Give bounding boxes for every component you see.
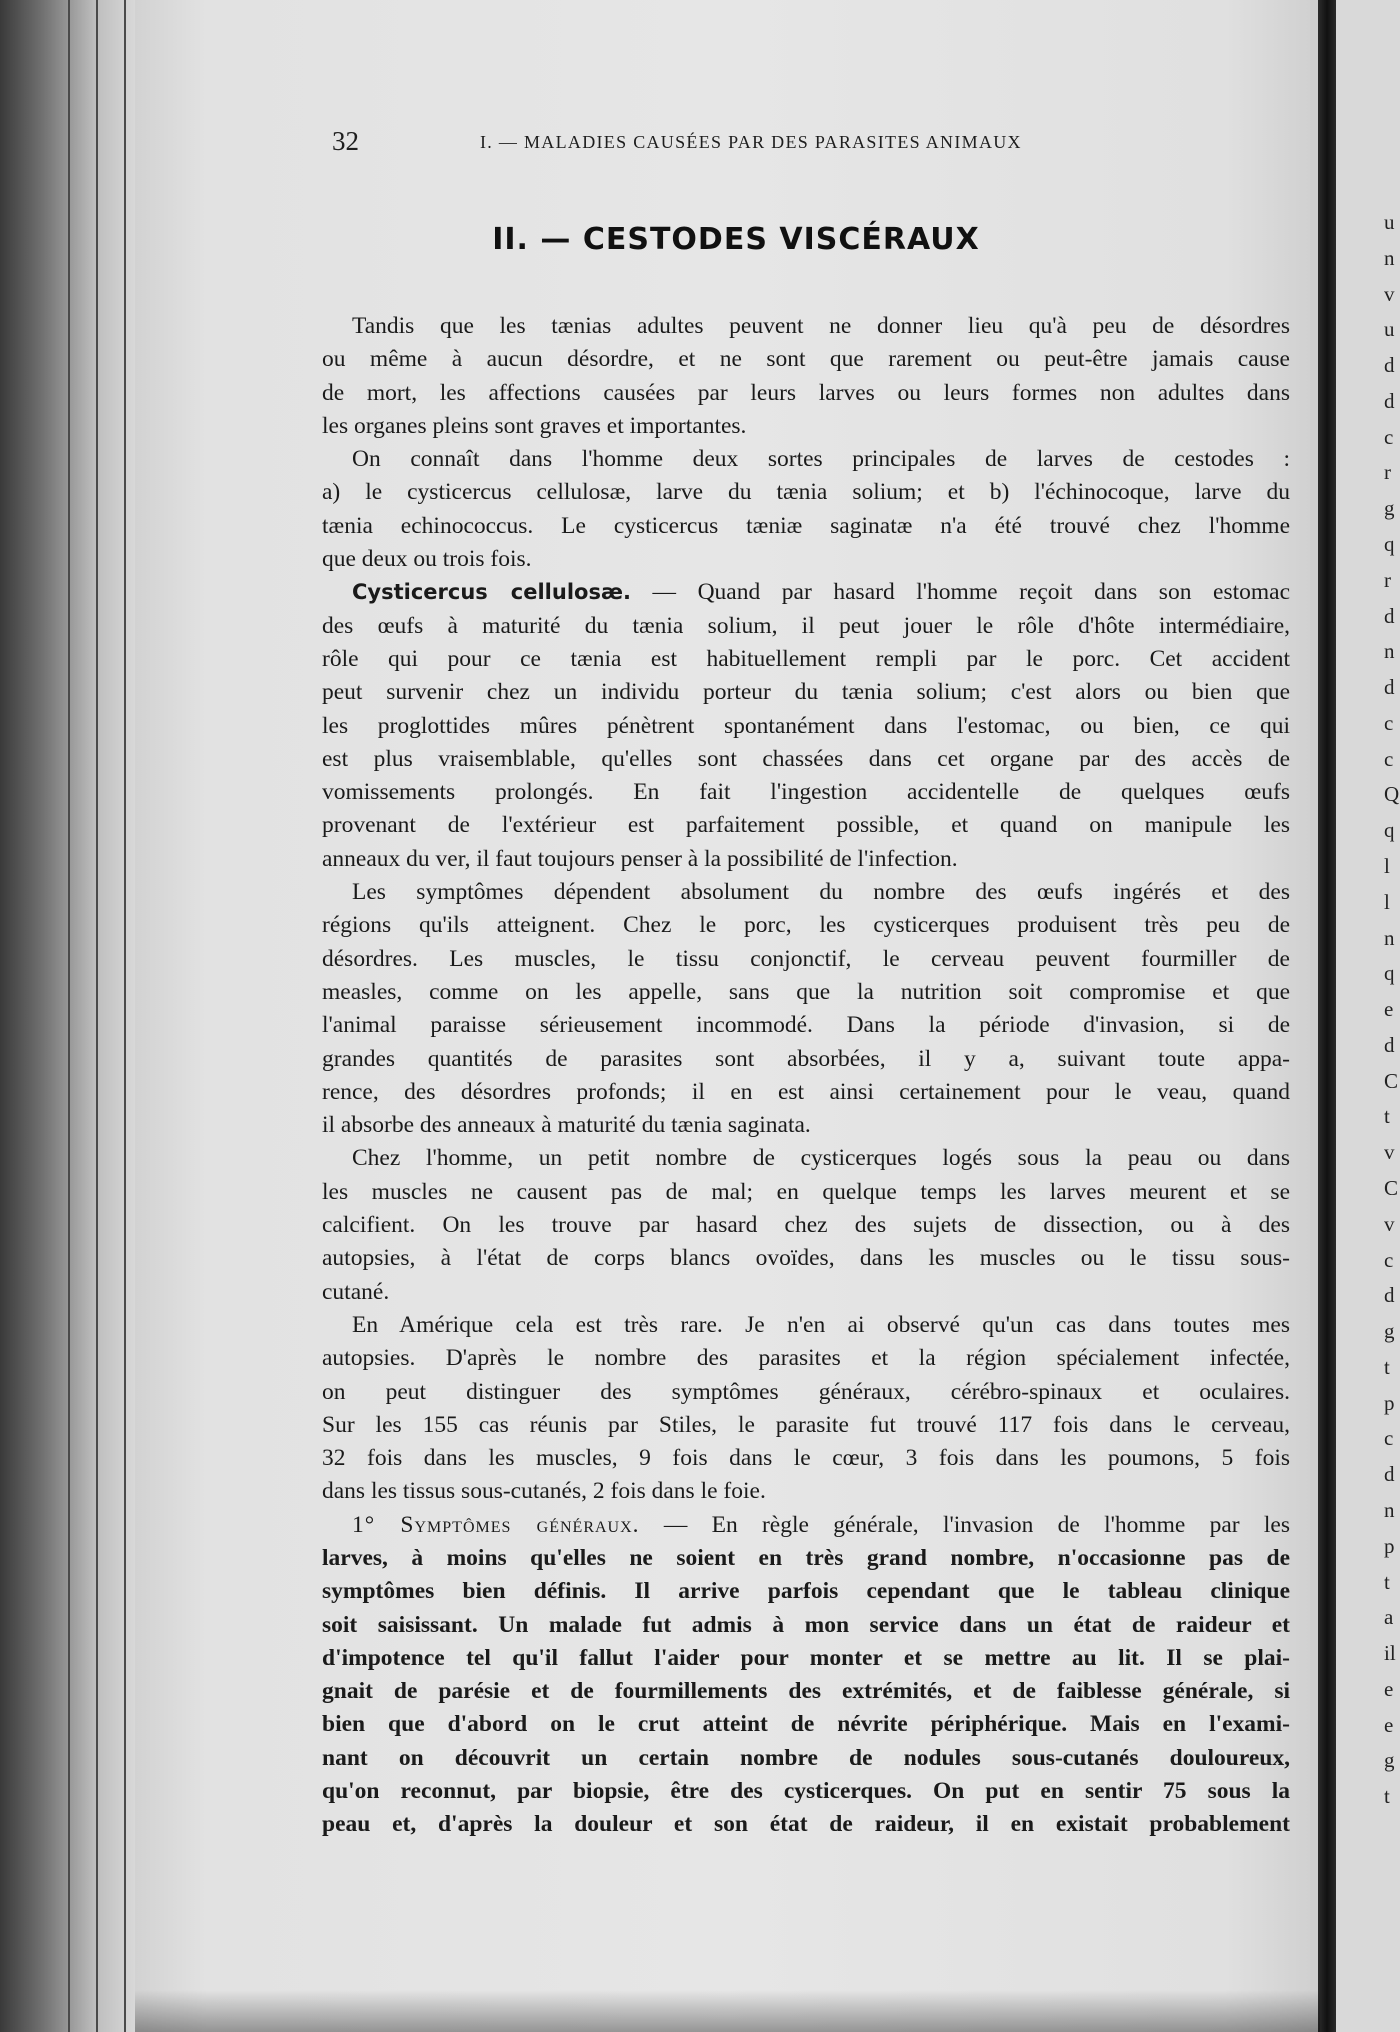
text-line: on peut distinguer des symptômes généraux, cérébro-spinaux et oculaires. bbox=[322, 1378, 1290, 1405]
next-page-fragment: d bbox=[1384, 353, 1395, 378]
text-line: que deux ou trois fois. bbox=[322, 546, 532, 573]
text-line bbox=[322, 1842, 1290, 1875]
text-line: Les symptômes dépendent absolument du nombre des œufs ingérés et des bbox=[352, 879, 1290, 906]
next-page-fragment: e bbox=[1384, 997, 1394, 1022]
page-number: 32 bbox=[332, 126, 359, 156]
text-line: measles, comme on les appelle, sans que la nutrition soit compromise et que bbox=[322, 978, 1290, 1005]
text-line: peut survenir chez un individu porteur du tænia solium; c'est alors ou bien que bbox=[322, 679, 1290, 706]
next-page-fragment: l bbox=[1384, 889, 1390, 914]
text-line: anneaux du ver, il faut toujours penser à la possibilité de l'infection. bbox=[322, 845, 958, 872]
text-line: cutané. bbox=[322, 1278, 390, 1305]
text-line: de mort, les affections causées par leurs larves ou leurs formes non adultes dans bbox=[322, 379, 1290, 406]
text-line: nant on découvrit un certain nombre de nodules sous-cutanés douloureux, bbox=[322, 1744, 1290, 1771]
text-line: — En règle générale, l'invasion de l'homme par les bbox=[663, 1511, 1290, 1538]
text-line: ou même à aucun désordre, et ne sont que rarement ou peut-être jamais cause bbox=[322, 346, 1290, 373]
bottom-shadow bbox=[135, 1990, 1320, 2032]
subhead-cysticercus: Cysticercus cellulosæ. bbox=[352, 580, 631, 605]
next-page-fragment: t bbox=[1384, 1569, 1390, 1594]
next-page-fragment: q bbox=[1384, 961, 1395, 986]
next-page-fragment: g bbox=[1384, 496, 1395, 521]
text-line: soit saisissant. Un malade fut admis à mon service dans un état de raideur et bbox=[322, 1611, 1290, 1638]
next-page-edge bbox=[1336, 0, 1400, 2032]
next-page-fragment: c bbox=[1384, 424, 1394, 449]
next-page-fragment: g bbox=[1384, 1748, 1395, 1773]
text-line: 32 fois dans les muscles, 9 fois dans le cœur, 3 fois dans les poumons, 5 fois bbox=[322, 1445, 1290, 1472]
text-line: provenant de l'extérieur est parfaitement possible, et quand on manipule les bbox=[322, 812, 1290, 839]
text-line: désordres. Les muscles, le tissu conjonctif, le cerveau peuvent fourmiller de bbox=[322, 945, 1290, 972]
text-line: les organes pleins sont graves et importantes. bbox=[322, 412, 747, 439]
next-page-fragment: t bbox=[1384, 1354, 1390, 1379]
next-page-fragment: v bbox=[1384, 1211, 1395, 1236]
running-head-text: I. — MALADIES CAUSÉES PAR DES PARASITES ANIMAUX bbox=[480, 132, 1022, 152]
text-line: peau et, d'après la douleur et son état de raideur, il en existait probablement bbox=[322, 1811, 1290, 1838]
next-page-fragment: n bbox=[1384, 639, 1395, 664]
text-line: rôle qui pour ce tænia est habituellement rempli par le porc. Cet accident bbox=[322, 645, 1290, 672]
next-page-fragment: u bbox=[1384, 210, 1395, 234]
text-line-with-subhead bbox=[322, 576, 1290, 609]
subhead-symptomes: 1° Symptômes généraux. bbox=[352, 1511, 640, 1538]
next-page-fragment: e bbox=[1384, 1712, 1394, 1737]
next-page-fragment: c bbox=[1384, 1426, 1394, 1451]
text-line: rence, des désordres profonds; il en est ainsi certainement pour le veau, quand bbox=[322, 1078, 1290, 1105]
next-page-fragment: d bbox=[1384, 1032, 1395, 1057]
text-line: On connaît dans l'homme deux sortes principales de larves de cestodes : bbox=[352, 446, 1290, 473]
text-line: l'animal paraisse sérieusement incommodé. Dans la période d'invasion, si de bbox=[322, 1012, 1290, 1039]
next-page-fragment: d bbox=[1384, 675, 1395, 700]
next-page-fragment: p bbox=[1384, 1533, 1395, 1558]
next-page-fragment: c bbox=[1384, 710, 1394, 735]
text-line: Sur les 155 cas réunis par Stiles, le parasite fut trouvé 117 fois dans le cerveau, bbox=[322, 1411, 1290, 1438]
next-page-fragment: v bbox=[1384, 1140, 1395, 1165]
next-page-fragment: u bbox=[1384, 317, 1395, 342]
next-page-fragment: r bbox=[1384, 460, 1391, 485]
text-line: grandes quantités de parasites sont absorbées, il y a, suivant toute appa- bbox=[322, 1045, 1290, 1072]
text-line: est plus vraisemblable, qu'elles sont chassées dans cet organe par des accès de bbox=[322, 745, 1290, 772]
text-line: qu'on reconnut, par biopsie, être des cysticerques. On put en sentir 75 sous la bbox=[322, 1778, 1290, 1805]
running-head bbox=[332, 126, 1140, 158]
text-line: il absorbe des anneaux à maturité du tænia saginata. bbox=[322, 1112, 811, 1139]
next-page-fragment: t bbox=[1384, 1104, 1390, 1129]
text-line: En Amérique cela est très rare. Je n'en ai observé qu'un cas dans toutes mes bbox=[352, 1311, 1290, 1338]
text-line: Chez l'homme, un petit nombre de cysticerques logés sous la peau ou dans bbox=[352, 1145, 1290, 1172]
text-line: larves, à moins qu'elles ne soient en très grand nombre, n'occasionne pas de bbox=[322, 1544, 1290, 1571]
text-line: calcifient. On les trouve par hasard chez des sujets de dissection, ou à des bbox=[322, 1212, 1290, 1239]
left-page-edge bbox=[0, 0, 135, 2032]
text-line: d'impotence tel qu'il fallut l'aider pour monter et se mettre au lit. Il se plai- bbox=[322, 1644, 1290, 1671]
next-page-fragment: r bbox=[1384, 567, 1391, 592]
next-page-fragment: q bbox=[1384, 532, 1395, 556]
text-line: gnait de parésie et de fourmillements des extrémités, et de faiblesse générale, si bbox=[322, 1678, 1290, 1705]
text-line: — Quand par hasard l'homme reçoit dans son estomac bbox=[652, 579, 1290, 606]
next-page-fragment: q bbox=[1384, 818, 1395, 843]
text-line: bien que d'abord on le crut atteint de névrite périphérique. Mais en l'exami- bbox=[322, 1711, 1290, 1738]
text-line: autopsies. D'après le nombre des parasites et la région spécialement infectée, bbox=[322, 1345, 1290, 1372]
next-page-fragment: e bbox=[1384, 1676, 1394, 1701]
body-text bbox=[322, 310, 1290, 1875]
text-line: a) le cysticercus cellulosæ, larve du tænia solium; et b) l'échinocoque, larve du bbox=[322, 479, 1290, 506]
next-page-fragment: n bbox=[1384, 925, 1395, 950]
text-line: symptômes bien définis. Il arrive parfois cependant que le tableau clinique bbox=[322, 1578, 1290, 1605]
text-line: vomissements prolongés. En fait l'ingestion accidentelle de quelques œufs bbox=[322, 779, 1290, 806]
next-page-fragment: g bbox=[1384, 1319, 1395, 1344]
next-page-fragment: c bbox=[1384, 746, 1394, 771]
next-page-fragment: n bbox=[1384, 245, 1395, 270]
next-page-fragment: a bbox=[1384, 1605, 1394, 1630]
next-page-fragment: n bbox=[1384, 1498, 1395, 1522]
next-page-fragment: d bbox=[1384, 603, 1395, 628]
text-line: tænia echinococcus. Le cysticercus tæniæ saginatæ n'a été trouvé chez l'homme bbox=[322, 512, 1290, 539]
text-line-with-subhead bbox=[322, 1509, 1290, 1542]
next-page-fragment: v bbox=[1384, 281, 1395, 306]
text-line: Tandis que les tænias adultes peuvent ne donner lieu qu'à peu de désordres bbox=[352, 313, 1290, 339]
section-title: II. — CESTODES VISCÉRAUX bbox=[492, 222, 980, 257]
next-page-fragment: d bbox=[1384, 1462, 1395, 1487]
text-line: régions qu'ils atteignent. Chez le porc, les cysticerques produisent très peu de bbox=[322, 912, 1290, 939]
next-page-fragment: d bbox=[1384, 388, 1395, 413]
text-line: les proglottides mûres pénètrent spontanément dans l'estomac, ou bien, ce qui bbox=[322, 712, 1290, 739]
next-page-fragment: il bbox=[1384, 1641, 1396, 1666]
book-gutter bbox=[1318, 0, 1336, 2032]
text-line: dans les tissus sous-cutanés, 2 fois dans le foie. bbox=[322, 1478, 766, 1505]
next-page-fragment: Q bbox=[1384, 782, 1400, 807]
next-page-fragment: d bbox=[1384, 1283, 1395, 1308]
next-page-fragment: l bbox=[1384, 854, 1390, 878]
next-page-fragment: C bbox=[1384, 1176, 1399, 1200]
next-page-fragment: p bbox=[1384, 1390, 1395, 1415]
next-page-fragment: C bbox=[1384, 1068, 1399, 1093]
text-line: autopsies, à l'état de corps blancs ovoïdes, dans les muscles ou le tissu sous- bbox=[322, 1245, 1290, 1272]
next-page-fragment: c bbox=[1384, 1247, 1394, 1272]
next-page-fragment: t bbox=[1384, 1784, 1390, 1809]
text-line: des œufs à maturité du tænia solium, il peut jouer le rôle d'hôte intermédiaire, bbox=[322, 612, 1290, 639]
text-line: les muscles ne causent pas de mal; en quelque temps les larves meurent et se bbox=[322, 1178, 1290, 1205]
